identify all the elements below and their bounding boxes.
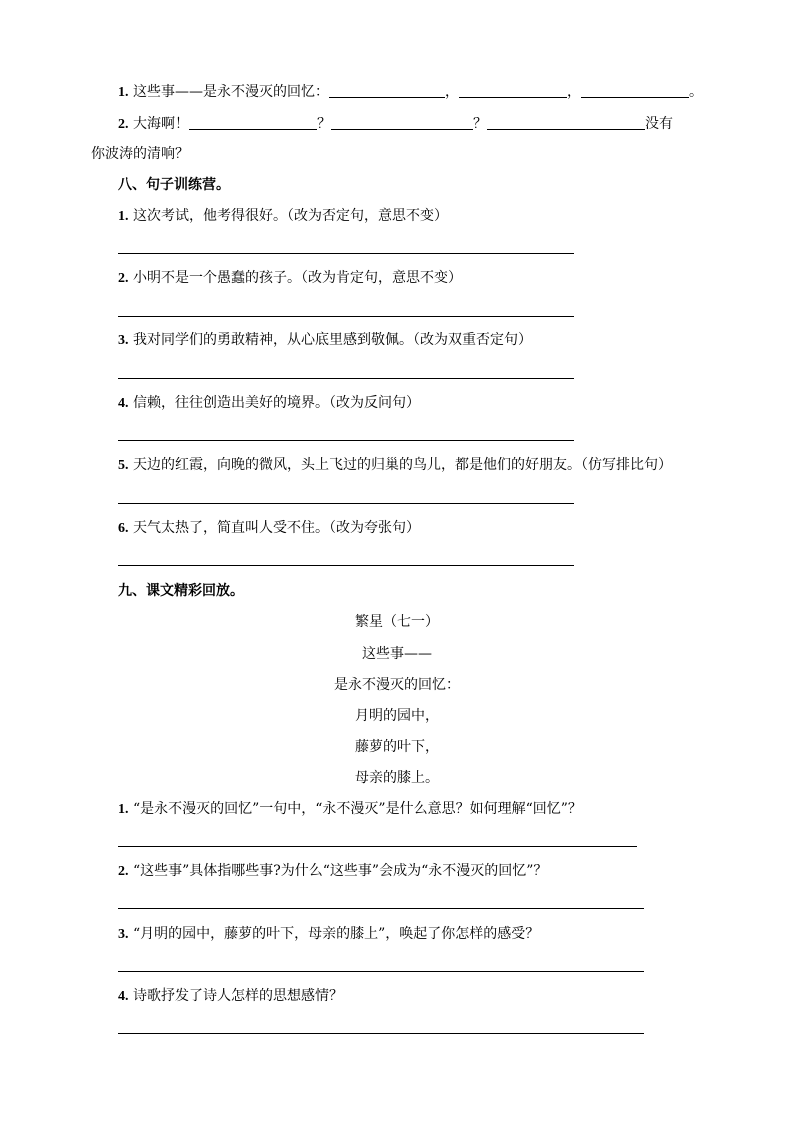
answer-line[interactable] [118,565,574,566]
question-text: 这些事——是永不漫灭的回忆： [132,84,329,100]
answer-line[interactable] [118,440,574,441]
item-text: 这次考试，他考得很好。（改为否定句，意思不变） [132,208,448,224]
question-text: “这些事”具体指哪些事?为什么“这些事”会成为“永不漫灭的回忆”？ [132,863,548,879]
answer-blank[interactable] [329,83,445,98]
answer-blank[interactable] [331,115,473,130]
question-text: “月明的园中，藤萝的叶下，母亲的膝上”，唤起了你怎样的感受？ [132,926,540,942]
question-number: 3. [118,927,129,942]
answer-line[interactable] [118,378,574,379]
answer-line[interactable] [118,908,644,909]
answer-line[interactable] [118,316,574,317]
exercise-item-6 [118,518,420,539]
answer-blank[interactable] [459,83,567,98]
answer-line[interactable] [118,971,644,972]
poem-title: 繁星（七一） [355,614,439,630]
exercise-item-3 [118,330,532,351]
reading-question-3 [118,924,539,945]
item-number: 4. [118,396,129,411]
item-text: 天气太热了，简直叫人受不住。（改为夸张句） [132,520,420,536]
separator: ？ [316,116,331,132]
reading-question-4 [118,986,343,1007]
question-number: 2. [118,117,129,132]
answer-line[interactable] [118,253,574,254]
question-text: 大海啊！ [132,116,189,132]
separator: ， [566,84,581,100]
item-number: 5. [118,458,129,473]
exercise-item-1 [118,206,448,227]
section-8-title: 八、句子训练营。 [118,177,230,193]
poem-line: 这些事—— [362,646,432,662]
question-text-end: 没有 [644,116,673,132]
reading-question-2 [118,861,547,882]
exercise-item-5 [118,455,672,476]
separator: ， [444,84,459,100]
item-number: 6. [118,521,129,536]
item-text: 我对同学们的勇敢精神，从心底里感到敬佩。（改为双重否定句） [132,332,532,348]
poem-line: 是永不漫灭的回忆： [334,677,460,693]
exercise-item-2 [118,268,462,289]
item-number: 2. [118,271,129,286]
answer-blank[interactable] [189,115,317,130]
item-text: 信赖，往往创造出美好的境界。（改为反问句） [132,395,420,411]
question-text: “是永不漫灭的回忆”一句中，“永不漫灭”是什么意思？如何理解“回忆”？ [132,801,582,817]
separator: 。 [688,84,703,100]
separator: ？ [472,116,487,132]
exercise-item-4 [118,393,420,414]
item-text: 小明不是一个愚蠢的孩子。（改为肯定句，意思不变） [132,270,462,286]
item-text: 天边的红霞，向晚的微风，头上飞过的归巢的鸟儿，都是他们的好朋友。（仿写排比句） [132,457,672,473]
poem-line: 母亲的膝上。 [355,770,439,786]
question-text: 诗歌抒发了诗人怎样的思想感情？ [132,988,343,1004]
section-9-title: 九、课文精彩回放。 [118,583,244,599]
question-number: 1. [118,85,129,100]
fill-question-1 [118,82,703,103]
question-number: 2. [118,864,129,879]
question-number: 1. [118,802,129,817]
fill-question-2-continuation: 你波涛的清响？ [91,146,189,162]
fill-question-2 [118,114,673,135]
answer-blank[interactable] [581,83,689,98]
answer-line[interactable] [118,1033,644,1034]
poem-line: 月明的园中， [355,708,439,724]
reading-question-1 [118,799,582,820]
answer-line[interactable] [118,846,637,847]
question-number: 4. [118,989,129,1004]
answer-line[interactable] [118,503,574,504]
answer-blank[interactable] [487,115,645,130]
item-number: 3. [118,333,129,348]
poem-line: 藤萝的叶下， [355,739,439,755]
item-number: 1. [118,209,129,224]
